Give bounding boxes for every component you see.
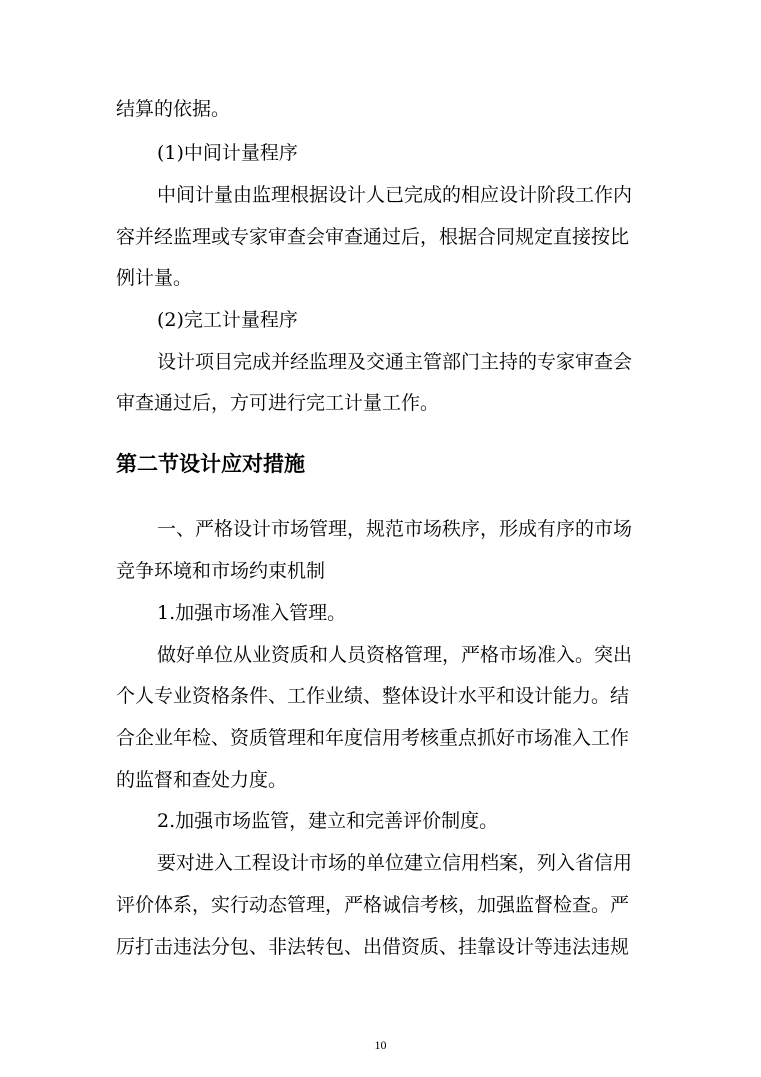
page-number: 10 [374, 1038, 387, 1052]
text-line: 审查通过后，方可进行完工计量工作。 [116, 392, 440, 414]
text-line: 做好单位从业资质和人员资格管理，严格市场准入。突出 [157, 644, 633, 666]
text-line: 中间计量由监理根据设计人已完成的相应设计阶段工作内 [157, 184, 633, 206]
text-line: 评价体系，实行动态管理，严格诚信考核，加强监督检查。严 [116, 894, 630, 916]
text-line: 容并经监理或专家审查会审查通过后，根据合同规定直接按比 [116, 226, 630, 248]
subheading-line: (2)完工计量程序 [157, 309, 298, 331]
text-line: 结算的依据。 [116, 98, 231, 120]
text-line: 合企业年检、资质管理和年度信用考核重点抓好市场准入工作 [116, 727, 630, 749]
text-line: 一、严格设计市场管理，规范市场秩序，形成有序的市场 [157, 518, 633, 540]
text-line: 竞争环境和市场约束机制 [116, 560, 326, 582]
text-line: 的监督和查处力度。 [116, 769, 288, 791]
text-line: 要对进入工程设计市场的单位建立信用档案，列入省信用 [157, 852, 633, 874]
text-line: 个人专业资格条件、工作业绩、整体设计水平和设计能力。结 [116, 685, 630, 707]
subheading-line: 1.加强市场准入管理。 [157, 602, 347, 624]
text-line: 例计量。 [116, 267, 193, 289]
subheading-line: (1)中间计量程序 [157, 142, 298, 164]
section-heading: 第二节设计应对措施 [116, 451, 305, 476]
text-line: 设计项目完成并经监理及交通主管部门主持的专家审查会 [157, 351, 633, 373]
text-line: 厉打击违法分包、非法转包、出借资质、挂靠设计等违法违规 [116, 936, 630, 958]
subheading-line: 2.加强市场监管，建立和完善评价制度。 [157, 810, 499, 832]
